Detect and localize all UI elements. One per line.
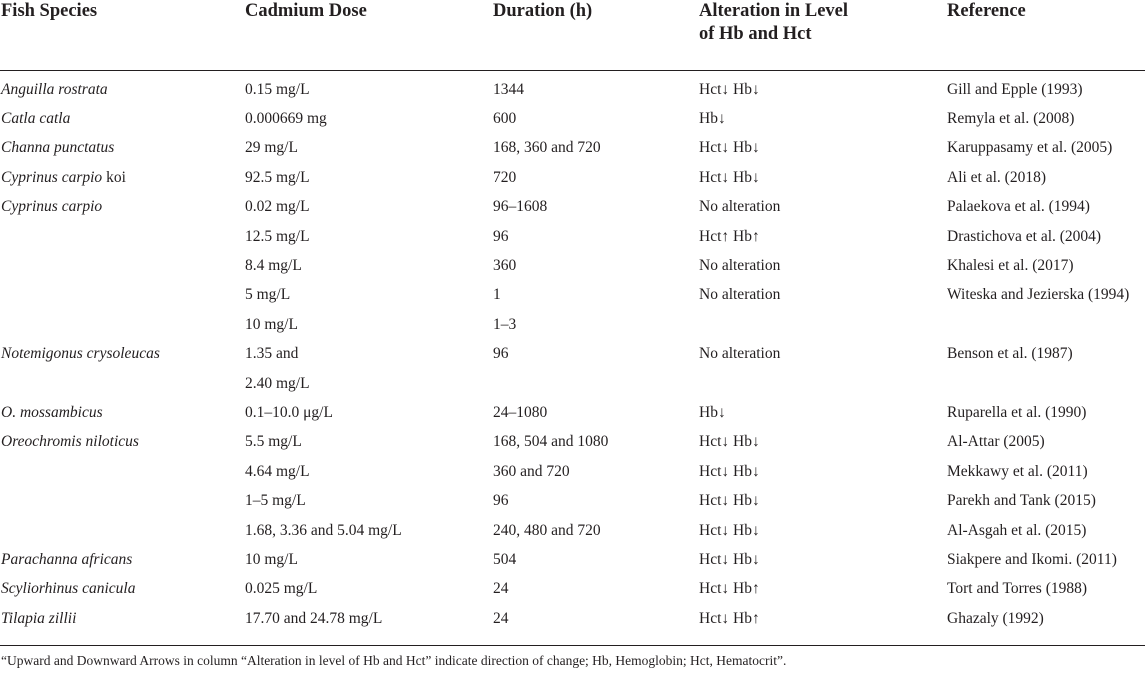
table-row <box>0 222 1145 251</box>
cell-reference: Siakpere and Ikomi. (2011) <box>947 550 1117 568</box>
cell-duration: 720 <box>493 168 517 186</box>
cell-reference: Mekkawy et al. (2011) <box>947 462 1088 480</box>
cell-fish-species <box>0 222 245 251</box>
cell-alteration: Hct↓ Hb↓ <box>699 433 760 451</box>
cell-duration: 168, 504 and 1080 <box>493 433 609 451</box>
cell-reference: Al-Attar (2005) <box>947 433 1045 451</box>
cell-fish-species <box>0 340 245 369</box>
cell-reference: Ghazaly (1992) <box>947 609 1044 627</box>
cell-cadmium-dose: 12.5 mg/L <box>245 227 310 245</box>
table-row <box>0 163 1145 192</box>
cell-duration: 360 and 720 <box>493 462 570 480</box>
cell-duration: 168, 360 and 720 <box>493 139 601 157</box>
table-row <box>0 104 1145 133</box>
table-row <box>0 340 1145 369</box>
header-alteration <box>699 0 947 71</box>
cell-alteration: Hct↑ Hb↑ <box>699 227 760 245</box>
cell-reference <box>947 310 1145 339</box>
cell-fish-species <box>0 281 245 310</box>
cell-duration: 504 <box>493 550 517 568</box>
cell-duration: 24–1080 <box>493 403 548 421</box>
cell-fish-species <box>0 134 245 163</box>
table-row <box>0 428 1145 457</box>
table-row <box>0 71 1145 105</box>
cell-cadmium-dose: 29 mg/L <box>245 139 298 157</box>
cell-cadmium-dose: 92.5 mg/L <box>245 168 310 186</box>
cell-fish-species <box>0 251 245 280</box>
cell-fish-species <box>0 104 245 133</box>
species-name: Anguilla rostrata <box>1 80 108 98</box>
cell-reference: Ali et al. (2018) <box>947 168 1047 186</box>
cell-alteration: No alteration <box>699 345 781 363</box>
cell-cadmium-dose: 0.025 mg/L <box>245 580 318 598</box>
cell-cadmium-dose: 4.64 mg/L <box>245 462 310 480</box>
cell-duration: 1344 <box>493 80 524 98</box>
header-row <box>0 0 1145 71</box>
cell-cadmium-dose: 1–5 mg/L <box>245 492 306 510</box>
cell-reference <box>947 369 1145 398</box>
cell-reference: Drastichova et al. (2004) <box>947 227 1102 245</box>
cell-cadmium-dose: 0.000669 mg <box>245 110 327 128</box>
cell-fish-species <box>0 604 245 633</box>
cell-alteration <box>699 369 947 398</box>
cell-reference: Al-Asgah et al. (2015) <box>947 521 1087 539</box>
table-row <box>0 193 1145 222</box>
table-row <box>0 604 1145 633</box>
cell-cadmium-dose: 5 mg/L <box>245 286 291 304</box>
cell-cadmium-dose: 2.40 mg/L <box>245 374 310 392</box>
species-name: Oreochromis niloticus <box>1 433 139 451</box>
table-row <box>0 516 1145 545</box>
header-duration: Duration (h) <box>493 0 699 71</box>
species-name: Cyprinus carpio <box>1 168 103 186</box>
cell-alteration: No alteration <box>699 198 781 216</box>
cell-duration: 96 <box>493 492 509 510</box>
table-footnote: “Upward and Downward Arrows in column “Alteration in level of Hb and Hct” indicate direction of change; Hb, Hemoglobin; Hct, Hematocrit”. <box>1 653 787 668</box>
table-header <box>0 0 1145 71</box>
cell-cadmium-dose: 0.15 mg/L <box>245 80 310 98</box>
cell-reference: Parekh and Tank (2015) <box>947 492 1096 510</box>
cell-alteration: No alteration <box>699 286 781 304</box>
cell-duration: 1–3 <box>493 315 517 333</box>
table-row <box>0 281 1145 310</box>
cell-cadmium-dose: 17.70 and 24.78 mg/L <box>245 609 383 627</box>
header-reference: Reference <box>947 0 1145 71</box>
cell-alteration: Hct↓ Hb↓ <box>699 521 760 539</box>
cell-alteration: Hb↓ <box>699 110 726 128</box>
cell-cadmium-dose: 0.02 mg/L <box>245 198 310 216</box>
cell-alteration: Hct↓ Hb↑ <box>699 580 760 598</box>
cell-reference: Ruparella et al. (1990) <box>947 403 1087 421</box>
table-row <box>0 545 1145 574</box>
species-name: O. mossambicus <box>1 403 103 421</box>
cell-duration: 24 <box>493 609 509 627</box>
cell-reference: Tort and Torres (1988) <box>947 580 1088 598</box>
cell-fish-species <box>0 516 245 545</box>
cell-fish-species <box>0 163 245 192</box>
table-row <box>0 486 1145 515</box>
table-row <box>0 575 1145 604</box>
cell-alteration: Hct↓ Hb↓ <box>699 80 760 98</box>
table-row <box>0 134 1145 163</box>
cell-alteration: Hct↓ Hb↑ <box>699 609 760 627</box>
footnote-divider <box>0 645 1145 646</box>
cell-cadmium-dose: 10 mg/L <box>245 550 298 568</box>
cell-alteration: Hct↓ Hb↓ <box>699 492 760 510</box>
species-name: Cyprinus carpio <box>1 198 103 216</box>
cell-cadmium-dose: 1.35 and <box>245 345 299 363</box>
species-suffix: koi <box>102 168 126 186</box>
cell-reference: Remyla et al. (2008) <box>947 110 1075 128</box>
cell-cadmium-dose: 5.5 mg/L <box>245 433 302 451</box>
cell-reference: Palaekova et al. (1994) <box>947 198 1090 216</box>
table-body <box>0 71 1145 634</box>
cell-duration: 96 <box>493 345 509 363</box>
header-cadmium-dose: Cadmium Dose <box>245 0 493 71</box>
cell-cadmium-dose: 8.4 mg/L <box>245 257 302 275</box>
cell-alteration: Hct↓ Hb↓ <box>699 168 760 186</box>
cell-alteration: Hct↓ Hb↓ <box>699 462 760 480</box>
cell-alteration <box>699 310 947 339</box>
cell-fish-species <box>0 486 245 515</box>
cell-reference: Karuppasamy et al. (2005) <box>947 139 1113 157</box>
cell-fish-species <box>0 428 245 457</box>
cell-alteration: Hct↓ Hb↓ <box>699 550 760 568</box>
cell-cadmium-dose: 0.1–10.0 μg/L <box>245 403 333 421</box>
cell-fish-species <box>0 310 245 339</box>
cell-fish-species <box>0 398 245 427</box>
cell-fish-species <box>0 193 245 222</box>
table-row <box>0 398 1145 427</box>
cell-fish-species <box>0 369 245 398</box>
header-fish-species: Fish Species <box>0 0 245 71</box>
cell-fish-species <box>0 575 245 604</box>
species-name: Notemigonus crysoleucas <box>1 345 160 363</box>
table-row <box>0 457 1145 486</box>
species-name: Scyliorhinus canicula <box>1 580 136 598</box>
cell-reference: Gill and Epple (1993) <box>947 80 1083 98</box>
table-row <box>0 369 1145 398</box>
species-name: Parachanna africans <box>1 550 133 568</box>
cell-alteration: No alteration <box>699 257 781 275</box>
cell-duration: 360 <box>493 257 517 275</box>
cell-fish-species <box>0 545 245 574</box>
cell-duration <box>493 369 699 398</box>
cell-duration: 96–1608 <box>493 198 548 216</box>
table-row <box>0 310 1145 339</box>
species-name: Tilapia zillii <box>1 609 77 627</box>
cell-cadmium-dose: 1.68, 3.36 and 5.04 mg/L <box>245 521 402 539</box>
cell-reference: Witeska and Jezierska (1994) <box>947 286 1130 304</box>
cell-duration: 96 <box>493 227 509 245</box>
cell-duration: 1 <box>493 286 501 304</box>
cell-duration: 24 <box>493 580 509 598</box>
cell-reference: Benson et al. (1987) <box>947 345 1073 363</box>
cell-fish-species <box>0 457 245 486</box>
cell-duration: 600 <box>493 110 517 128</box>
cell-alteration: Hb↓ <box>699 403 726 421</box>
header-alteration-line2: of Hb and Hct <box>699 24 812 44</box>
cell-reference: Khalesi et al. (2017) <box>947 257 1074 275</box>
cell-alteration: Hct↓ Hb↓ <box>699 139 760 157</box>
header-alteration-line1: Alteration in Level <box>699 1 849 21</box>
species-name: Channa punctatus <box>1 139 115 157</box>
cell-duration: 240, 480 and 720 <box>493 521 601 539</box>
cell-fish-species <box>0 71 245 105</box>
species-name: Catla catla <box>1 110 71 128</box>
cell-cadmium-dose: 10 mg/L <box>245 315 298 333</box>
table-row <box>0 251 1145 280</box>
